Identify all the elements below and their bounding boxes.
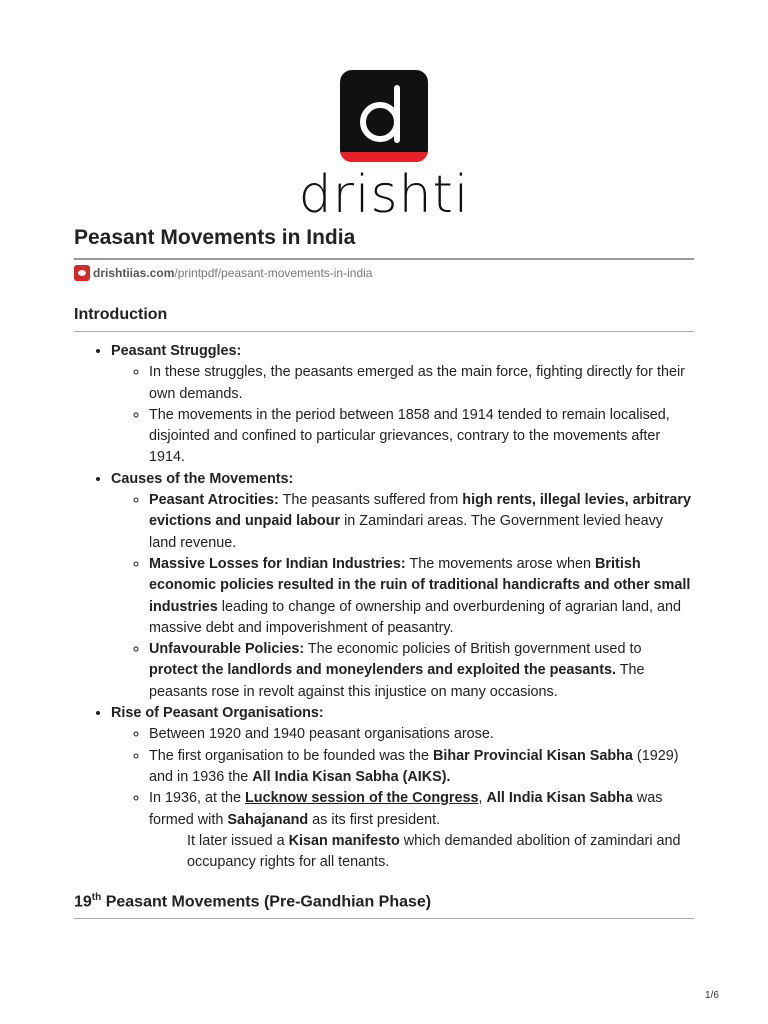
source-path: /printpdf/peasant-movements-in-india xyxy=(174,266,373,280)
manifesto-note: It later issued a Kisan manifesto which demanded abolition of zamindari and occupancy rights for all tenants. xyxy=(187,832,681,871)
source-link[interactable] xyxy=(74,265,372,281)
list-item: ◦ The movements in the period between 1858 and 1914 tended to remain localised, disjointed and confined to particular grievances, contrary to the movements after 1914. xyxy=(149,405,694,469)
list-item xyxy=(111,703,694,831)
logo-mark xyxy=(340,70,428,162)
page-number: 1/6 xyxy=(705,990,719,1001)
page-title: Peasant Movements in India xyxy=(74,226,694,260)
list-item: ◦ Peasant Atrocities: The peasants suffered from high rents, illegal levies, arbitrary evictions and unpaid labour in Zamindari areas. The Government levied heavy land revenue. xyxy=(149,490,694,554)
list-item xyxy=(111,341,694,469)
favicon-icon xyxy=(74,265,90,281)
list-item: ◦ Between 1920 and 1940 peasant organisations arose. xyxy=(149,724,694,745)
list-item: ◦ The first organisation to be founded was the Bihar Provincial Kisan Sabha (1929) and in 1936 the All India Kisan Sabha (AIKS). xyxy=(149,746,694,789)
brand-logo xyxy=(0,70,768,224)
logo-wordmark: drishti xyxy=(298,165,470,225)
list-item: ◦ In 1936, at the Lucknow session of the Congress, All India Kisan Sabha was formed with Sahajanand as its first president. xyxy=(149,788,694,831)
item-title: Rise of Peasant Organisations: xyxy=(111,705,324,722)
list-item xyxy=(111,469,694,703)
list-item: ◦ Unfavourable Policies: The economic policies of British government used to protect the landlords and moneylenders and exploited the peasants. The peasants rose in revolt against this injustice on many occasions. xyxy=(149,639,694,703)
logo-red-bar xyxy=(340,152,428,162)
source-domain: drishtiias.com xyxy=(93,266,175,280)
main-list xyxy=(74,341,694,831)
item-title: Peasant Struggles: xyxy=(111,343,242,359)
item-title: Causes of the Movements: xyxy=(111,470,294,487)
list-item: ◦ Massive Losses for Indian Industries: The movements arose when British economic policies resulted in the ruin of traditional handicrafts and other small industries leading to change of ownership and overburdening of agrarian land, and massive debt and impoverishment of peasantry. xyxy=(149,554,694,639)
lucknow-session-link[interactable]: Lucknow session of the Congress xyxy=(245,790,479,807)
section-heading-introduction: Introduction xyxy=(74,306,694,332)
letter-d-icon xyxy=(340,70,428,162)
list-item: ◦ In these struggles, the peasants emerged as the main force, fighting directly for their own demands. xyxy=(149,362,694,405)
section-heading-pre-gandhian: 19th Peasant Movements (Pre-Gandhian Phase) xyxy=(74,892,694,919)
article-body xyxy=(74,341,694,873)
